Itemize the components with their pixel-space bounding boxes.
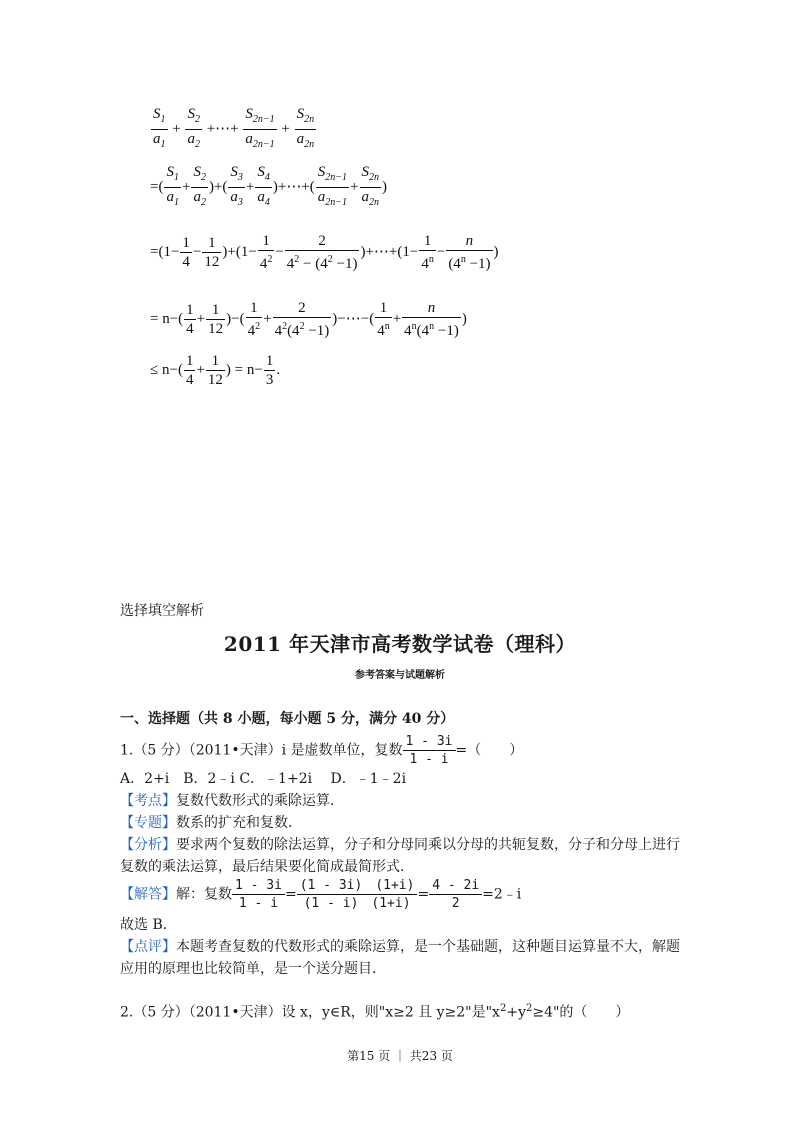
page-subtitle: 参考答案与试题解析 xyxy=(355,670,445,681)
math-line-1: $\frac{S_1}{a_1}$ + $\frac{S_2}{a_2}$ +⋯+ $\frac{S_{2n-1}}{a_{2n-1}}$ + $\frac{S_{2n}}{a_{2n}}$ xyxy=(150,105,317,154)
zhuanti-tag: 【专题】 xyxy=(120,815,176,831)
question-fraction: $\frac{1 - 3i}{1 - i}$ xyxy=(403,733,456,768)
jieda-tag: 【解答】 xyxy=(120,886,176,903)
math-line-2: =( $\frac{S_1}{a_1}$ + $\frac{S_2}{a_2}$ )+( $\frac{S_3}{a_3}$ + $\frac{S_4}{a_4}$ )+⋯+( $\frac{S_{2n-1}}{a_{2n-1}}$ + $\frac{S_{2n}}{a_{2n}}$ ) xyxy=(150,164,387,208)
question-1-options: A．2+i B．2﹣i C．﹣1+2i D．﹣1﹣2i xyxy=(120,771,407,787)
fraction: $\frac{S_1}{a_1}$ xyxy=(153,106,166,150)
kaodian-tag: 【考点】 xyxy=(120,793,176,809)
fraction: $\frac{S_{2n}}{a_{2n}}$ xyxy=(296,106,315,150)
dianping-line-2: 应用的原理也比较简单，是一个送分题目． xyxy=(120,961,386,977)
fraction: $\frac{S_{2n-1}}{a_{2n-1}}$ xyxy=(245,106,275,150)
question-1-stem: 1.（5 分）（2011•天津）i 是虚数单位，复数 $\frac{1 - 3i}{1 - i}$ =（ ） xyxy=(120,734,524,767)
math-line-4: = n−( $\frac{1}{4}$ + $\frac{1}{12}$ )−( $\frac{1}{4^2}$ + $\frac{2}{4^2(4^2 -1)}$ )−⋯−( $\frac{1}{4^n}$ + $\frac{n}{4^n(4^n -1)}$ ) xyxy=(150,300,467,339)
section-heading: 一、选择题（共 8 小题，每小题 5 分，满分 40 分） xyxy=(120,711,455,727)
fenxi-line-2: 复数的乘法运算，最后结果要化简成最简形式． xyxy=(120,859,414,875)
kaodian-line: 【考点】复数代数形式的乘除运算． xyxy=(120,793,344,809)
fenxi-line: 【分析】要求两个复数的除法运算，分子和分母同乘以分母的共轭复数，分子和分母上进行 xyxy=(120,837,680,853)
question-2-stem: 2.（5 分）（2011•天津）设 x，y∈R，则"x≥2 且 y≥2"是"$x^2+y^2\ge 4$"的（ ） xyxy=(120,1003,630,1021)
math-line-3: =(1− $\frac{1}{4}$ − $\frac{1}{12}$ )+(1− $\frac{1}{4^2}$ − $\frac{2}{4^2 - (4^2 -1)}$ )+⋯+(1− $\frac{1}{4^n}$ − $\frac{n}{(4^n -1)}$ ) xyxy=(150,233,499,272)
page-title: 2011 年天津市高考数学试卷（理科） xyxy=(223,632,577,656)
section-label: 选择填空解析 xyxy=(120,603,204,619)
answer-choice: 故选 B． xyxy=(120,917,177,933)
dianping-line: 【点评】本题考查复数的代数形式的乘除运算，是一个基础题，这种题目运算量不大，解题 xyxy=(120,939,680,955)
zhuanti-line: 【专题】数系的扩充和复数． xyxy=(120,815,302,831)
jieda-line: 【解答】解：复数 $\frac{1 - 3i}{1 - i}$ = $\frac{(1 - 3i) (1+i)}{(1 - i) (1+i)}$ = $\frac{4 - 2i}{2}$ =2﹣i xyxy=(120,878,522,911)
fraction: $\frac{S_2}{a_2}$ xyxy=(187,106,200,150)
math-line-5: ≤ n−( $\frac{1}{4}$ + $\frac{1}{12}$ ) = n− $\frac{1}{3}$ . xyxy=(150,353,281,388)
fenxi-tag: 【分析】 xyxy=(120,837,176,853)
page-footer: 第15 页 ｜ 共23 页 xyxy=(347,1049,453,1063)
dianping-tag: 【点评】 xyxy=(120,939,176,955)
